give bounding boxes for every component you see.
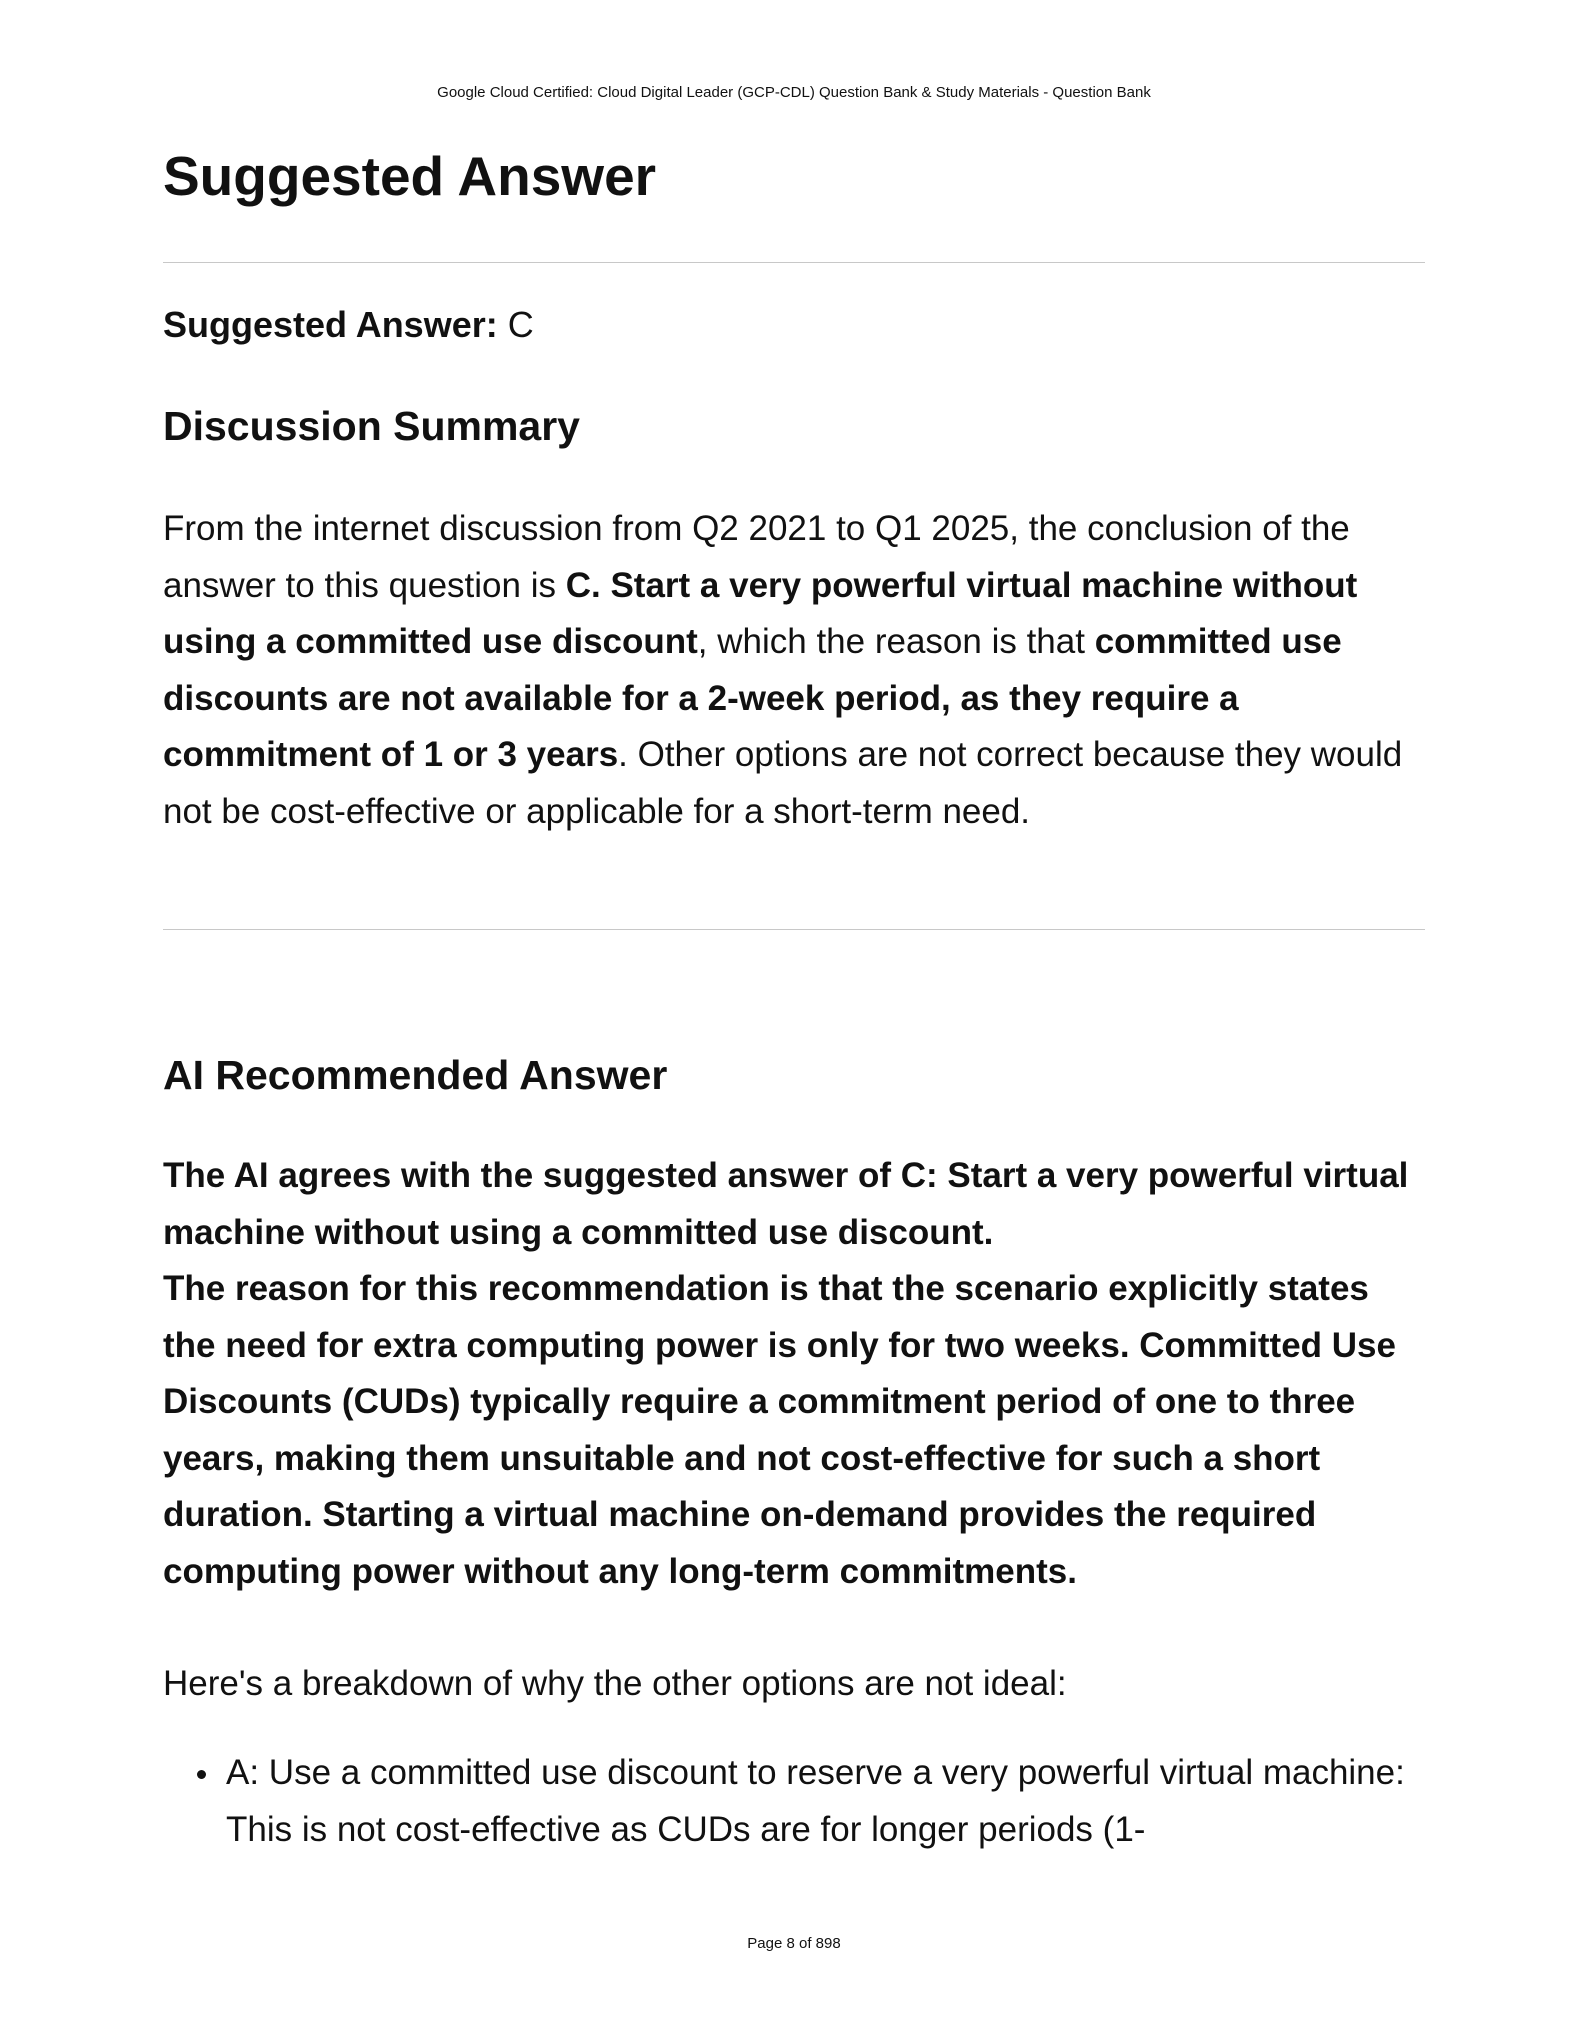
page-number: Page 8 of 898 — [747, 1935, 841, 1952]
discussion-text-1: From the internet discussion from Q2 2021 to Q1 2025, the conclusion of the answer to this question is — [163, 509, 1350, 605]
discussion-bold-answer: C. Start a very powerful virtual machine without using a committed use discount — [163, 565, 1358, 661]
bullet-icon — [197, 1770, 206, 1779]
ai-agree-statement: The AI agrees with the suggested answer of C: Start a very powerful virtual machine without using a committed use discount. — [163, 1156, 1409, 1252]
list-item — [163, 1745, 1425, 1858]
discussion-summary-heading: Discussion Summary — [163, 403, 580, 449]
options-breakdown-list — [163, 1745, 1425, 1858]
divider — [163, 262, 1425, 263]
ai-recommendation-text — [163, 1148, 1425, 1600]
suggested-answer-value: C — [497, 304, 534, 345]
page-title: Suggested Answer — [163, 145, 657, 207]
ai-recommended-heading: AI Recommended Answer — [163, 1052, 668, 1098]
discussion-bold-reason: committed use discounts are not available for a 2-week period, as they require a commitment of 1 or 3 years — [163, 622, 1342, 774]
ai-reason-statement: The reason for this recommendation is that the scenario explicitly states the need for extra computing power is only for two weeks. Committed Use Discounts (CUDs) typically require a commitment period of one to three years, making them unsuitable and not cost-effective for such a short duration. Starting a virtual machine on-demand provides the required computing power without any long-term commitments. — [163, 1269, 1396, 1591]
divider — [163, 929, 1425, 930]
suggested-answer-label: Suggested Answer: — [163, 304, 498, 345]
discussion-summary-text — [163, 501, 1425, 840]
breakdown-intro: Here's a breakdown of why the other options are not ideal: — [163, 1664, 1067, 1703]
discussion-text-2: , which the reason is that — [697, 622, 1095, 661]
running-header: Google Cloud Certified: Cloud Digital Leader (GCP-CDL) Question Bank & Study Materials - Question Bank — [437, 84, 1151, 101]
discussion-text-3: . Other options are not correct because they would not be cost-effective or applicable for a short-term need. — [163, 735, 1403, 831]
list-item-text: A: Use a committed use discount to reserve a very powerful virtual machine: This is not cost-effective as CUDs are for longer periods (1- — [226, 1753, 1405, 1849]
suggested-answer-line — [163, 302, 534, 348]
